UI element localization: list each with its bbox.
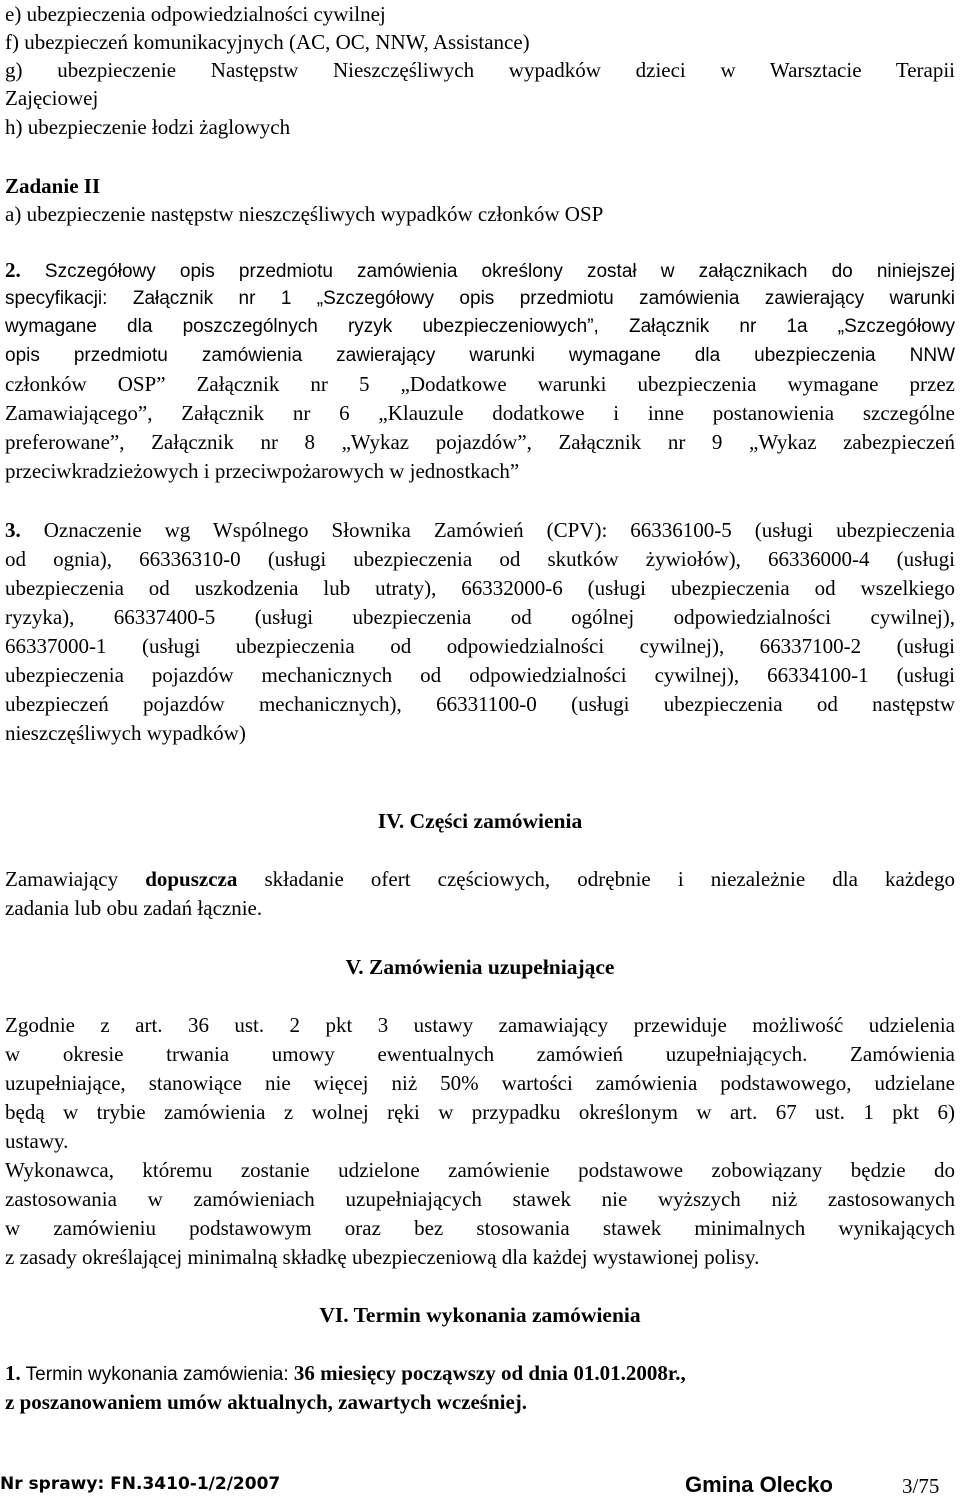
list-item-e: e) ubezpieczenia odpowiedzialności cywilnej [5, 2, 386, 26]
section-6-line [5, 1359, 686, 1389]
paragraph-3-line: od ognia), 66336310-0 (usługi ubezpieczenia od skutków żywiołów), 66336000-4 (usługi [5, 547, 955, 571]
page-number: 3/75 [902, 1474, 940, 1498]
section-6-text: Termin wykonania zamówienia: [20, 1364, 294, 1385]
section-5-heading: V. Zamówienia uzupełniające [345, 955, 615, 979]
section-5-line: będą w trybie zamówienia z wolnej ręki w przypadku określonym w art. 67 ust. 1 pkt 6) [5, 1100, 955, 1124]
section-6-heading: VI. Termin wykonania zamówienia [319, 1303, 641, 1327]
paragraph-3-line: ubezpieczenia pojazdów mechanicznych od odpowiedzialności cywilnej), 66334100-1 (usługi [5, 663, 955, 687]
task-2-item-a: a) ubezpieczenie następstw nieszczęśliwych wypadków członków OSP [5, 202, 604, 226]
paragraph-2-line: opis przedmiotu zamówienia zawierający warunki wymagane dla ubezpieczenia NNW [5, 345, 955, 366]
section-5-line: Zgodnie z art. 36 ust. 2 pkt 3 ustawy zamawiający przewiduje możliwość udzielenia [5, 1013, 955, 1037]
section-4-text: składanie ofert częściowych, odrębnie i niezależnie dla każdego [237, 867, 955, 891]
paragraph-3-number: 3. [5, 518, 21, 542]
section-4-line [5, 865, 955, 893]
paragraph-2-text: Szczegółowy opis przedmiotu zamówienia określony został w załącznikach do niniejszej [20, 261, 955, 282]
paragraph-2-line: specyfikacji: Załącznik nr 1 „Szczegółowy opis przedmiotu zamówienia zawierający warunki [5, 288, 955, 309]
paragraph-2-line [5, 256, 955, 286]
section-4-emphasis: dopuszcza [145, 867, 238, 891]
section-5-line: w okresie trwania umowy ewentualnych zamówień uzupełniających. Zamówienia [5, 1042, 955, 1066]
section-4-line: zadania lub obu zadań łącznie. [5, 896, 263, 920]
list-item-f: f) ubezpieczeń komunikacyjnych (AC, OC, NNW, Assistance) [5, 30, 530, 54]
paragraph-3-line: ubezpieczeń pojazdów mechanicznych), 66331100-0 (usługi ubezpieczenia od następstw [5, 692, 955, 716]
page-footer [0, 1472, 960, 1501]
section-5-line: zastosowania w zamówieniach uzupełniających stawek nie wyższych niż zastosowanych [5, 1187, 955, 1211]
section-4-text: Zamawiający [5, 867, 146, 891]
paragraph-2-line: preferowane”, Załącznik nr 8 „Wykaz pojazdów”, Załącznik nr 9 „Wykaz zabezpieczeń [5, 430, 955, 454]
section-5-line: z zasady określającej minimalną składkę ubezpieczeniową dla każdej wystawionej polisy. [5, 1245, 760, 1269]
section-5-line: Wykonawca, któremu zostanie udzielone zamówienie podstawowe zobowiązany będzie do [5, 1158, 955, 1182]
list-item-g-line2: Zajęciowej [5, 86, 99, 110]
paragraph-2-line: członków OSP” Załącznik nr 5 „Dodatkowe warunki ubezpieczenia wymagane przez [5, 372, 955, 396]
section-5-line: w zamówieniu podstawowym oraz bez stosowania stawek minimalnych wynikających [5, 1216, 955, 1240]
paragraph-2-line: przeciwkradzieżowych i przeciwpożarowych w jednostkach” [5, 459, 520, 483]
section-4-heading: IV. Części zamówienia [377, 809, 583, 833]
organization-name: Gmina Olecko [685, 1472, 833, 1497]
paragraph-3-line [5, 516, 955, 544]
list-item-g-line1: g) ubezpieczenie Następstw Nieszczęśliwych wypadków dzieci w Warsztacie Terapii [5, 58, 955, 82]
paragraph-3-line: nieszczęśliwych wypadków) [5, 721, 246, 745]
paragraph-2-number: 2. [5, 258, 21, 282]
task-2-title: Zadanie II [5, 174, 101, 198]
section-6-line: z poszanowaniem umów aktualnych, zawartych wcześniej. [5, 1390, 528, 1414]
case-number: Nr sprawy: FN.3410-1/2/2007 [0, 1474, 281, 1494]
section-5-line: uzupełniające, stanowiące nie więcej niż 50% wartości zamówienia podstawowego, udzielane [5, 1071, 955, 1095]
paragraph-3-line: ubezpieczenia od uszkodzenia lub utraty), 66332000-6 (usługi ubezpieczenia od wszelkiego [5, 576, 955, 600]
section-6-emphasis: 36 miesięcy począwszy od dnia 01.01.2008r., [293, 1361, 686, 1385]
section-5-line: ustawy. [5, 1129, 69, 1153]
paragraph-3-line: ryzyka), 66337400-5 (usługi ubezpieczenia od ogólnej odpowiedzialności cywilnej), [5, 605, 955, 629]
paragraph-3-line: 66337000-1 (usługi ubezpieczenia od odpowiedzialności cywilnej), 66337100-2 (usługi [5, 634, 955, 658]
list-item-h: h) ubezpieczenie łodzi żaglowych [5, 115, 291, 139]
paragraph-3-text: Oznaczenie wg Wspólnego Słownika Zamówień (CPV): 66336100-5 (usługi ubezpieczenia [20, 518, 955, 542]
section-6-number: 1. [5, 1361, 21, 1385]
paragraph-2-line: Zamawiającego”, Załącznik nr 6 „Klauzule dodatkowe i inne postanowienia szczególne [5, 401, 955, 425]
paragraph-2-line: wymagane dla poszczególnych ryzyk ubezpieczeniowych”, Załącznik nr 1a „Szczegółowy [5, 316, 955, 337]
